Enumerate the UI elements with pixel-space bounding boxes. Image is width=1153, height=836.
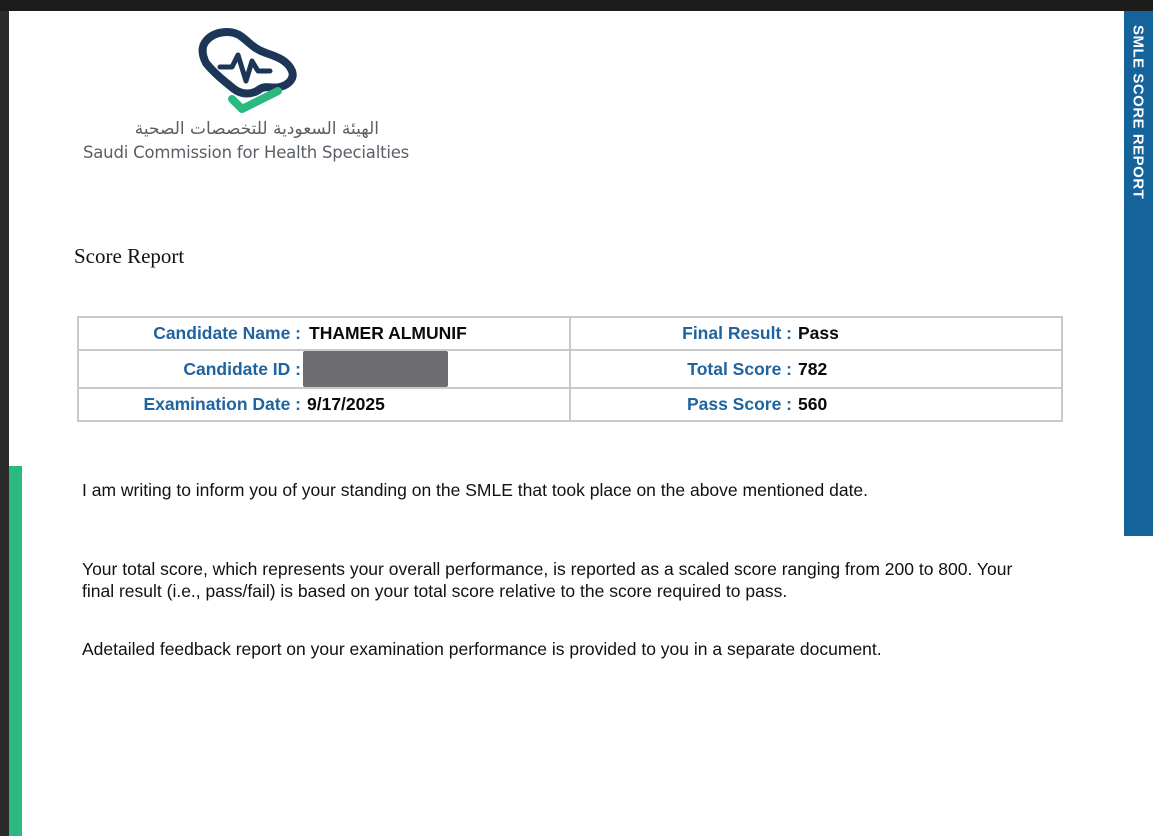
pass-score-value: 560	[798, 394, 828, 414]
table-row	[78, 350, 1062, 388]
green-accent-bar	[9, 466, 22, 836]
body-paragraph-1: I am writing to inform you of your standing on the SMLE that took place on the above mentioned date.	[82, 480, 869, 500]
candidate-name-label: Candidate Name :	[153, 323, 301, 343]
document-page	[9, 11, 1153, 836]
body-paragraph-2: Your total score, which represents your overall performance, is reported as a scaled score ranging from 200 to 800. Your final result (i.e., pass/fail) is based on your total score relative to the score required to pass.	[82, 559, 1013, 601]
exam-date-value: 9/17/2025	[307, 394, 385, 414]
organization-name-arabic: الهيئة السعودية للتخصصات الصحية	[134, 119, 379, 139]
candidate-name-value: THAMER ALMUNIF	[309, 323, 467, 343]
table-row	[78, 388, 1062, 421]
body-paragraph-3: Adetailed feedback report on your examination performance is provided to you in a separate document.	[82, 639, 882, 659]
pass-score-label: Pass Score :	[686, 394, 792, 414]
total-score-value: 782	[798, 358, 828, 379]
candidate-info-table	[77, 316, 1063, 422]
viewer-top-bar	[0, 0, 1153, 11]
candidate-id-label: Candidate ID :	[183, 358, 301, 379]
final-result-value: Pass	[798, 323, 839, 343]
total-score-label: Total Score :	[687, 358, 792, 379]
organization-name-english: Saudi Commission for Health Specialties	[83, 143, 410, 162]
side-tab	[1124, 11, 1153, 536]
table-row	[78, 317, 1062, 350]
report-title: Score Report	[74, 244, 185, 268]
exam-date-label: Examination Date :	[143, 394, 301, 414]
final-result-label: Final Result :	[682, 323, 792, 343]
side-tab-label: SMLE SCORE REPORT	[1129, 25, 1147, 200]
scfhs-logo-icon	[192, 25, 302, 115]
candidate-id-redaction	[303, 351, 448, 387]
